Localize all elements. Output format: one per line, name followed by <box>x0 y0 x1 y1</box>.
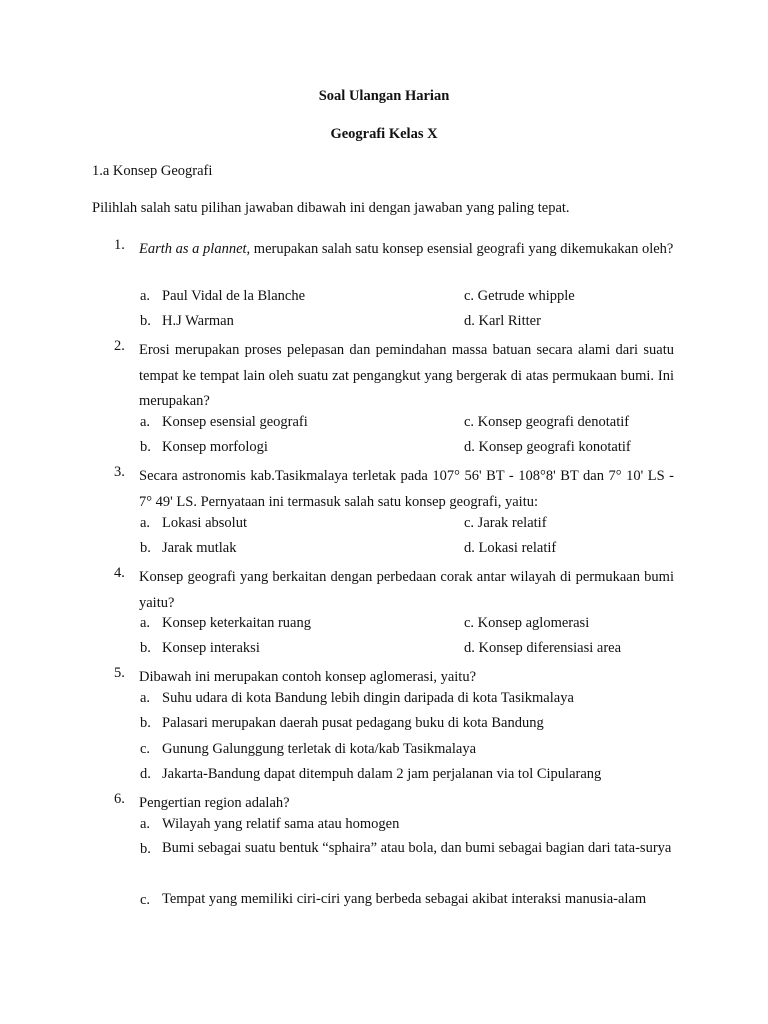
option-c: Gunung Galunggung terletak di kota/kab Tasikmalaya <box>162 741 477 757</box>
option-a: Lokasi absolut <box>162 515 247 531</box>
question-text: Dibawah ini merupakan contoh konsep aglomerasi, yaitu? <box>139 669 477 685</box>
option-d: d. Karl Ritter <box>464 313 541 329</box>
question-number: 4. <box>114 565 125 581</box>
question-italic-term: Earth as a plannet <box>139 241 247 257</box>
option-letter: b. <box>140 841 151 857</box>
option-letter: a. <box>140 288 151 304</box>
option-c: c. Konsep aglomerasi <box>464 615 590 631</box>
option-letter: b. <box>140 640 151 656</box>
question-text: Pengertian region adalah? <box>139 795 290 811</box>
question-number: 1. <box>114 237 125 253</box>
option-b: Konsep interaksi <box>162 640 260 656</box>
question-text: Secara astronomis kab.Tasikmalaya terletak pada 107° 56' BT - 108°8' BT dan 7° 10' LS - 7° 49' LS. Pernyataan ini termasuk salah satu konsep geografi, yaitu: <box>139 468 674 510</box>
option-a: Konsep keterkaitan ruang <box>162 615 311 631</box>
option-d: d. Konsep geografi konotatif <box>464 439 631 455</box>
option-c: c. Konsep geografi denotatif <box>464 414 630 430</box>
question-text: Erosi merupakan proses pelepasan dan pemindahan massa batuan secara alami dari suatu tempat ke tempat lain oleh suatu zat pengangkut yang bergerak di atas permukaan bumi. Ini merupakan? <box>139 342 674 409</box>
question-number: 2. <box>114 338 125 354</box>
option-d: d. Konsep diferensiasi area <box>464 640 622 656</box>
document-subtitle: Geografi Kelas X <box>330 126 438 142</box>
option-d: d. Lokasi relatif <box>464 540 557 556</box>
option-b: Jarak mutlak <box>162 540 237 556</box>
option-a: Konsep esensial geografi <box>162 414 308 430</box>
option-c: Tempat yang memiliki ciri-ciri yang berbeda sebagai akibat interaksi manusia-alam <box>162 891 647 907</box>
option-letter: d. <box>140 766 151 782</box>
option-c: c. Getrude whipple <box>464 288 575 304</box>
document-title: Soal Ulangan Harian <box>318 88 450 104</box>
option-d: Jakarta-Bandung dapat ditempuh dalam 2 jam perjalanan via tol Cipularang <box>162 766 602 782</box>
option-letter: a. <box>140 414 151 430</box>
option-letter: b. <box>140 540 151 556</box>
option-b: Palasari merupakan daerah pusat pedagang buku di kota Bandung <box>162 715 544 731</box>
question-number: 6. <box>114 791 125 807</box>
option-letter: a. <box>140 690 151 706</box>
option-b: H.J Warman <box>162 313 234 329</box>
option-letter: b. <box>140 439 151 455</box>
option-a: Suhu udara di kota Bandung lebih dingin daripada di kota Tasikmalaya <box>162 690 574 706</box>
question-number: 3. <box>114 464 125 480</box>
instruction-text: Pilihlah salah satu pilihan jawaban dibawah ini dengan jawaban yang paling tepat. <box>92 200 570 216</box>
option-letter: a. <box>140 615 151 631</box>
option-letter: a. <box>140 515 151 531</box>
section-heading: 1.a Konsep Geografi <box>92 163 213 179</box>
question-text: Earth as a plannet, merupakan salah satu konsep esensial geografi yang dikemukakan oleh? <box>139 241 674 257</box>
option-a: Wilayah yang relatif sama atau homogen <box>162 816 400 832</box>
option-letter: a. <box>140 816 151 832</box>
option-b: Bumi sebagai suatu bentuk “sphaira” atau bola, dan bumi sebagai bagian dari tata-surya <box>162 840 672 856</box>
option-b: Konsep morfologi <box>162 439 268 455</box>
question-text: Konsep geografi yang berkaitan dengan perbedaan corak antar wilayah di permukaan bumi yaitu? <box>139 569 674 611</box>
option-a: Paul Vidal de la Blanche <box>162 288 306 304</box>
option-letter: b. <box>140 715 151 731</box>
option-c: c. Jarak relatif <box>464 515 547 531</box>
option-letter: b. <box>140 313 151 329</box>
option-letter: c. <box>140 892 151 908</box>
option-letter: c. <box>140 741 151 757</box>
question-number: 5. <box>114 665 125 681</box>
